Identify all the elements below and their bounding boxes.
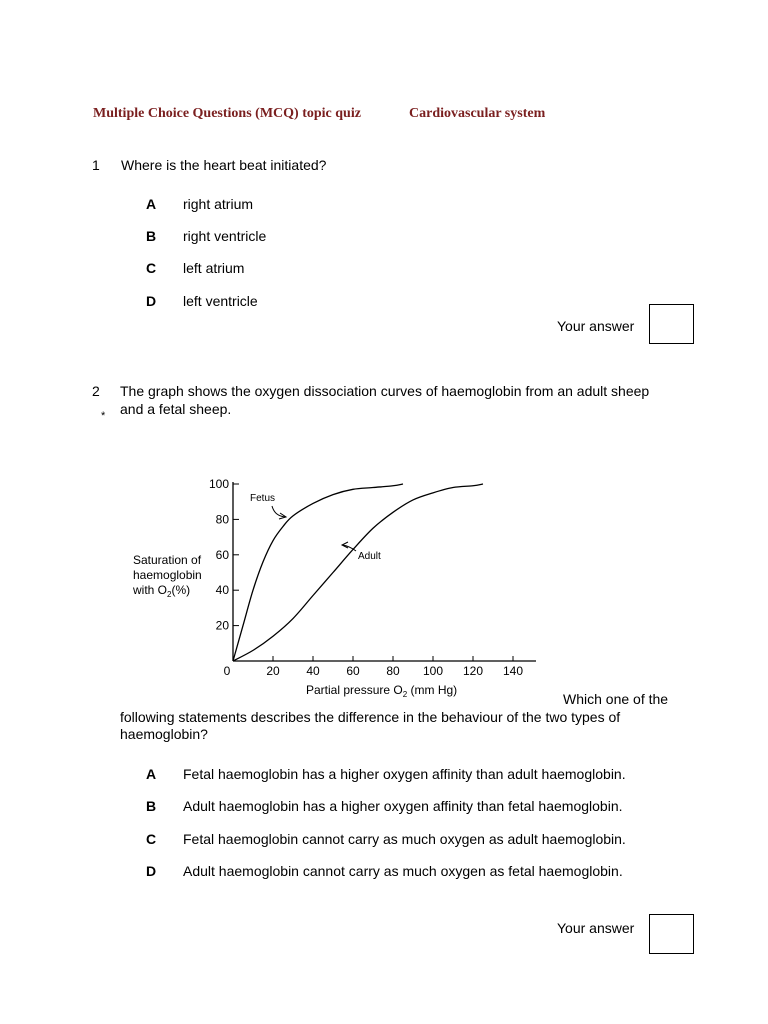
- x-tick-label: 0: [223, 664, 231, 678]
- q1-text: Where is the heart beat initiated?: [121, 157, 327, 173]
- x-tick-label: 40: [306, 664, 320, 678]
- q2-option-d-letter: D: [146, 863, 157, 879]
- q1-number: 1: [92, 157, 100, 173]
- q2-number: 2: [92, 383, 100, 399]
- quiz-topic: Cardiovascular system: [409, 106, 546, 121]
- q1-option-a-text: right atrium: [183, 196, 254, 212]
- y-tick-label: 60: [215, 547, 229, 562]
- x-tick-label: 120: [462, 664, 484, 678]
- q1-option-b-letter: B: [146, 228, 157, 244]
- q2-follow-line2: following statements describes the difference in the behaviour of the two types of: [120, 709, 621, 725]
- q2-star-marker: *: [101, 410, 106, 422]
- adult-label: Adult: [358, 551, 381, 562]
- q1-option-b-text: right ventricle: [183, 228, 267, 244]
- q2-text-line2: and a fetal sheep.: [120, 401, 232, 417]
- q2-option-a-text: Fetal haemoglobin has a higher oxygen affinity than adult haemoglobin.: [183, 766, 626, 782]
- q2-follow-line3: haemoglobin?: [120, 726, 208, 742]
- q2-option-c-letter: C: [146, 831, 157, 847]
- y-axis-label-line: Saturation of: [133, 553, 202, 567]
- q1-option-c-letter: C: [146, 260, 157, 276]
- quiz-title: Multiple Choice Questions (MCQ) topic quiz: [93, 106, 361, 121]
- adult-curve: [233, 484, 483, 661]
- q1-option-d-text: left ventricle: [183, 293, 258, 309]
- q1-answer-label: Your answer: [557, 318, 635, 334]
- q2-answer-box[interactable]: [649, 914, 694, 954]
- q1-option-c-text: left atrium: [183, 260, 245, 276]
- x-tick-label: 60: [346, 664, 360, 678]
- q2-option-d-text: Adult haemoglobin cannot carry as much oxygen as fetal haemoglobin.: [183, 863, 623, 879]
- fetus-curve: [233, 484, 403, 661]
- y-axis-label-line: haemoglobin: [133, 568, 202, 582]
- y-axis-label-line: with $O_2(\%)$: [133, 583, 191, 599]
- y-tick-label: 20: [215, 618, 229, 633]
- x-axis-label: Partial pressure $O_2$ (mm Hg): [306, 683, 458, 699]
- x-tick-label: 100: [422, 664, 444, 678]
- q1-option-d-letter: D: [146, 293, 157, 309]
- x-tick-label: 20: [266, 664, 280, 678]
- x-tick-label: 140: [502, 664, 524, 678]
- fetus-label: Fetus: [250, 493, 276, 504]
- q2-option-c-text: Fetal haemoglobin cannot carry as much oxygen as adult haemoglobin.: [183, 831, 626, 847]
- y-tick-label: 100: [208, 477, 229, 491]
- q2-answer-label: Your answer: [557, 920, 635, 936]
- oxygen-dissociation-chart: [128, 470, 548, 700]
- q2-text-line1: The graph shows the oxygen dissociation curves of haemoglobin from an adult sheep: [120, 383, 650, 399]
- x-tick-label: 80: [386, 664, 400, 678]
- y-tick-label: 80: [215, 512, 229, 527]
- q2-option-b-letter: B: [146, 798, 157, 814]
- q2-option-b-text: Adult haemoglobin has a higher oxygen affinity than fetal haemoglobin.: [183, 798, 623, 814]
- q2-follow-line1: Which one of the: [563, 691, 669, 707]
- y-tick-label: 40: [215, 583, 229, 598]
- q1-answer-box[interactable]: [649, 304, 694, 344]
- q1-option-a-letter: A: [146, 196, 157, 212]
- q2-option-a-letter: A: [146, 766, 157, 782]
